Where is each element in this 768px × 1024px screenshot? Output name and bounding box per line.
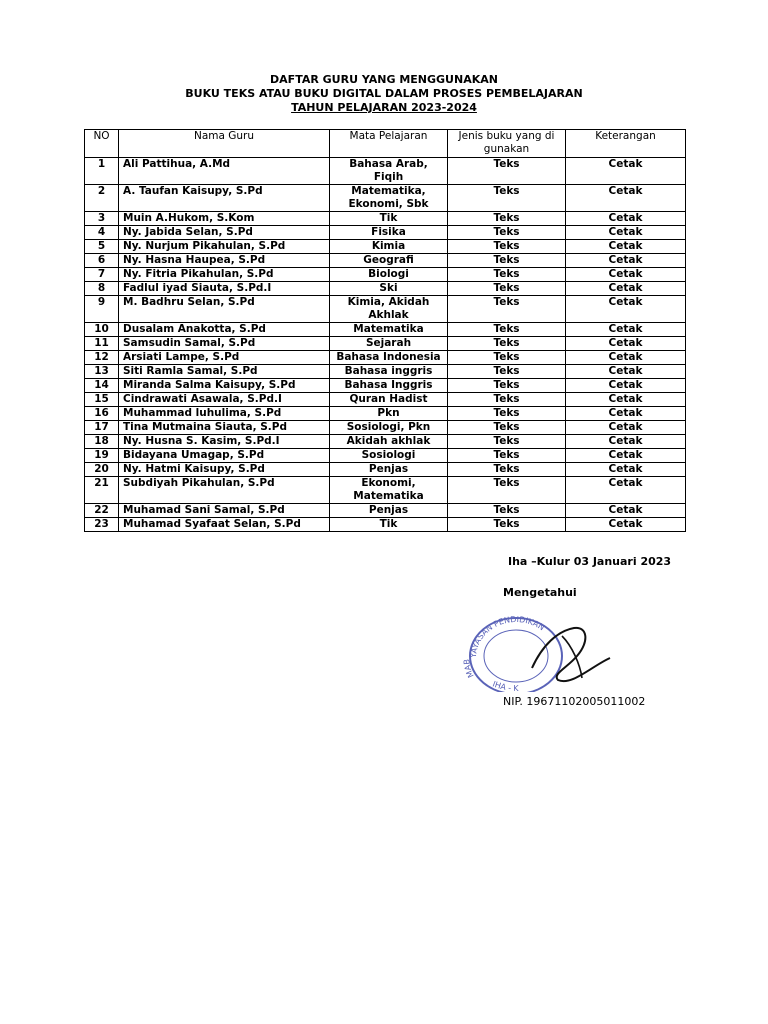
remarks: Cetak — [566, 477, 686, 504]
book-type: Teks — [448, 296, 566, 323]
teacher-name: Miranda Salma Kaisupy, S.Pd — [119, 379, 330, 393]
column-header-book-type: Jenis buku yang di gunakan — [448, 130, 566, 158]
subject: Bahasa Indonesia — [330, 351, 448, 365]
book-type: Teks — [448, 323, 566, 337]
row-number: 8 — [85, 282, 119, 296]
book-type: Teks — [448, 185, 566, 212]
row-number: 11 — [85, 337, 119, 351]
remarks: Cetak — [566, 407, 686, 421]
stamp-signature — [462, 606, 622, 692]
table-row — [85, 518, 686, 532]
subject: Akidah akhlak — [330, 435, 448, 449]
column-header-name: Nama Guru — [119, 130, 330, 158]
nip-number: NIP. 19671102005011002 — [503, 695, 646, 708]
row-number: 20 — [85, 463, 119, 477]
teacher-name: Samsudin Samal, S.Pd — [119, 337, 330, 351]
stamp-text-left-path: MAB — [462, 658, 476, 680]
row-number: 1 — [85, 158, 119, 185]
table-row — [85, 393, 686, 407]
row-number: 17 — [85, 421, 119, 435]
teacher-name: Subdiyah Pikahulan, S.Pd — [119, 477, 330, 504]
teacher-name: M. Badhru Selan, S.Pd — [119, 296, 330, 323]
subject: Penjas — [330, 504, 448, 518]
column-header-no: NO — [85, 130, 119, 158]
row-number: 5 — [85, 240, 119, 254]
table-row — [85, 379, 686, 393]
table-row — [85, 282, 686, 296]
table-row — [85, 351, 686, 365]
teacher-name: Cindrawati Asawala, S.Pd.I — [119, 393, 330, 407]
table-row — [85, 296, 686, 323]
teacher-name: Muin A.Hukom, S.Kom — [119, 212, 330, 226]
remarks: Cetak — [566, 323, 686, 337]
table-row — [85, 254, 686, 268]
table-body — [85, 158, 686, 532]
table-row — [85, 435, 686, 449]
book-type: Teks — [448, 393, 566, 407]
row-number: 13 — [85, 365, 119, 379]
book-type: Teks — [448, 504, 566, 518]
teacher-name: Ny. Jabida Selan, S.Pd — [119, 226, 330, 240]
subject: Bahasa inggris — [330, 365, 448, 379]
book-type: Teks — [448, 282, 566, 296]
subject: Geografi — [330, 254, 448, 268]
row-number: 9 — [85, 296, 119, 323]
book-type: Teks — [448, 365, 566, 379]
teacher-name: Ny. Hatmi Kaisupy, S.Pd — [119, 463, 330, 477]
book-type: Teks — [448, 421, 566, 435]
subject: Pkn — [330, 407, 448, 421]
table-row — [85, 337, 686, 351]
subject: Fisika — [330, 226, 448, 240]
teacher-name: Muhammad luhulima, S.Pd — [119, 407, 330, 421]
subject: Bahasa Arab, Fiqih — [330, 158, 448, 185]
remarks: Cetak — [566, 435, 686, 449]
teacher-name: Dusalam Anakotta, S.Pd — [119, 323, 330, 337]
book-type: Teks — [448, 226, 566, 240]
remarks: Cetak — [566, 393, 686, 407]
subject: Sosiologi, Pkn — [330, 421, 448, 435]
remarks: Cetak — [566, 449, 686, 463]
teacher-name: Muhamad Sani Samal, S.Pd — [119, 504, 330, 518]
row-number: 22 — [85, 504, 119, 518]
table-row — [85, 421, 686, 435]
row-number: 21 — [85, 477, 119, 504]
teacher-name: Fadlul iyad Siauta, S.Pd.I — [119, 282, 330, 296]
table-row — [85, 504, 686, 518]
table-row — [85, 477, 686, 504]
remarks: Cetak — [566, 185, 686, 212]
table-row — [85, 185, 686, 212]
book-type: Teks — [448, 435, 566, 449]
subject: Kimia — [330, 240, 448, 254]
teacher-table — [84, 129, 686, 532]
remarks: Cetak — [566, 421, 686, 435]
row-number: 18 — [85, 435, 119, 449]
subject: Bahasa Inggris — [330, 379, 448, 393]
teacher-name: A. Taufan Kaisupy, S.Pd — [119, 185, 330, 212]
remarks: Cetak — [566, 296, 686, 323]
doc-title-line2: BUKU TEKS ATAU BUKU DIGITAL DALAM PROSES PEMBELAJARAN — [185, 87, 583, 100]
row-number: 6 — [85, 254, 119, 268]
subject: Quran Hadist — [330, 393, 448, 407]
table-row — [85, 240, 686, 254]
table-row — [85, 365, 686, 379]
remarks: Cetak — [566, 337, 686, 351]
remarks: Cetak — [566, 226, 686, 240]
book-type: Teks — [448, 268, 566, 282]
teacher-name: Bidayana Umagap, S.Pd — [119, 449, 330, 463]
table-row — [85, 449, 686, 463]
place-date: Iha –Kulur 03 Januari 2023 — [508, 555, 672, 568]
subject: Penjas — [330, 463, 448, 477]
remarks: Cetak — [566, 254, 686, 268]
remarks: Cetak — [566, 365, 686, 379]
teacher-name: Ny. Fitria Pikahulan, S.Pd — [119, 268, 330, 282]
table-row — [85, 158, 686, 185]
book-type: Teks — [448, 449, 566, 463]
stamp-text-top-path: YAYASAN PENDIDIKAN — [468, 614, 547, 659]
table-row — [85, 268, 686, 282]
row-number: 14 — [85, 379, 119, 393]
subject: Tik — [330, 212, 448, 226]
teacher-name: Ny. Husna S. Kasim, S.Pd.I — [119, 435, 330, 449]
remarks: Cetak — [566, 158, 686, 185]
signature-stroke-2 — [562, 636, 582, 678]
row-number: 3 — [85, 212, 119, 226]
subject: Matematika — [330, 323, 448, 337]
subject: Sosiologi — [330, 449, 448, 463]
row-number: 23 — [85, 518, 119, 532]
column-header-subject: Mata Pelajaran — [330, 130, 448, 158]
book-type: Teks — [448, 351, 566, 365]
row-number: 15 — [85, 393, 119, 407]
teacher-name: Muhamad Syafaat Selan, S.Pd — [119, 518, 330, 532]
subject: Biologi — [330, 268, 448, 282]
book-type: Teks — [448, 212, 566, 226]
remarks: Cetak — [566, 463, 686, 477]
teacher-name: Ali Pattihua, A.Md — [119, 158, 330, 185]
row-number: 19 — [85, 449, 119, 463]
book-type: Teks — [448, 477, 566, 504]
doc-title-line3: TAHUN PELAJARAN 2023-2024 — [291, 101, 477, 114]
subject: Ski — [330, 282, 448, 296]
remarks: Cetak — [566, 379, 686, 393]
book-type: Teks — [448, 463, 566, 477]
subject: Kimia, Akidah Akhlak — [330, 296, 448, 323]
signature-stroke — [532, 628, 610, 681]
book-type: Teks — [448, 337, 566, 351]
teacher-name: Arsiati Lampe, S.Pd — [119, 351, 330, 365]
stamp-text-bottom-path: IHA - K — [491, 679, 519, 692]
teacher-name: Tina Mutmaina Siauta, S.Pd — [119, 421, 330, 435]
row-number: 10 — [85, 323, 119, 337]
subject: Tik — [330, 518, 448, 532]
remarks: Cetak — [566, 518, 686, 532]
stamp-text-top — [469, 615, 546, 659]
row-number: 16 — [85, 407, 119, 421]
book-type: Teks — [448, 240, 566, 254]
remarks: Cetak — [566, 240, 686, 254]
book-type: Teks — [448, 379, 566, 393]
row-number: 12 — [85, 351, 119, 365]
subject: Matematika, Ekonomi, Sbk — [330, 185, 448, 212]
table-row — [85, 323, 686, 337]
subject: Ekonomi, Matematika — [330, 477, 448, 504]
table-row — [85, 226, 686, 240]
table-header-row — [85, 130, 686, 158]
row-number: 2 — [85, 185, 119, 212]
column-header-remarks: Keterangan — [566, 130, 686, 158]
remarks: Cetak — [566, 212, 686, 226]
remarks: Cetak — [566, 351, 686, 365]
remarks: Cetak — [566, 282, 686, 296]
remarks: Cetak — [566, 504, 686, 518]
acknowledge-label: Mengetahui — [503, 586, 577, 599]
remarks: Cetak — [566, 268, 686, 282]
subject: Sejarah — [330, 337, 448, 351]
table-row — [85, 407, 686, 421]
book-type: Teks — [448, 518, 566, 532]
book-type: Teks — [448, 407, 566, 421]
teacher-name: Ny. Hasna Haupea, S.Pd — [119, 254, 330, 268]
doc-title-line1: DAFTAR GURU YANG MENGGUNAKAN — [270, 73, 498, 86]
book-type: Teks — [448, 254, 566, 268]
table-row — [85, 463, 686, 477]
row-number: 7 — [85, 268, 119, 282]
book-type: Teks — [448, 158, 566, 185]
row-number: 4 — [85, 226, 119, 240]
teacher-name: Ny. Nurjum Pikahulan, S.Pd — [119, 240, 330, 254]
table-row — [85, 212, 686, 226]
teacher-name: Siti Ramla Samal, S.Pd — [119, 365, 330, 379]
